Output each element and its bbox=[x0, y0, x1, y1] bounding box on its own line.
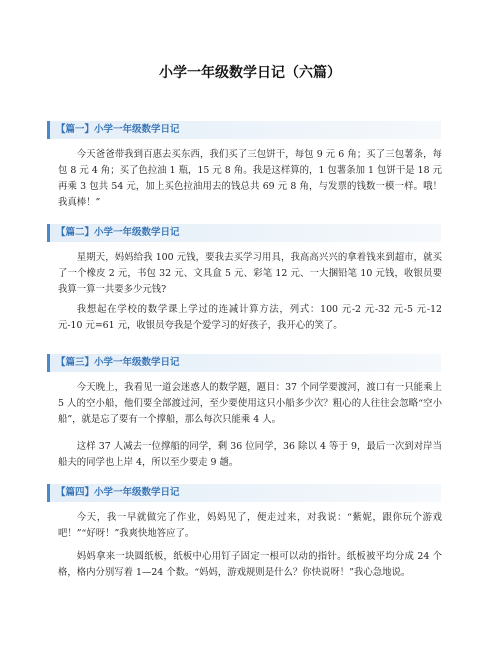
section-1-paragraph-1: 今天爸爸带我到百惠去买东西，我们买了三包饼干，每包 9 元 6 角；买了三包薯条，每包 8 元 4 角；买了色拉油 1 瓶，15 元 8 角。我是这样算的，1 包薯条加 1 包饼干是 18 元再乘 3 包共 54 元，加上买色拉油用去的钱总共 69 元 8 角，与发票的钱数一模一样。哦！我真棒！” bbox=[58, 149, 442, 208]
section-header-2: 【篇二】小学一年级数学日记 bbox=[47, 224, 441, 242]
section-4-paragraph-1: 今天，我一早就做完了作业，妈妈见了，便走过来，对我说：“紫妮，跟你玩个游戏吧！”“好呀！”我爽快地答应了。 bbox=[58, 512, 442, 539]
section-3-paragraph-2: 这样 37 人减去一位撑船的同学，剩 36 位同学，36 除以 4 等于 9，最后一次到对岸当船夫的同学也上岸 4，所以至少要走 9 趟。 bbox=[58, 441, 442, 468]
section-header-4: 【篇四】小学一年级数学日记 bbox=[47, 484, 441, 502]
document-title: 小学一年级数学日记（六篇） bbox=[159, 65, 341, 81]
section-2-paragraph-1: 星期天，妈妈给我 100 元钱，要我去买学习用具，我高高兴兴的拿着钱来到超市，就买了一个橡皮 2 元，书包 32 元、文具盒 5 元、彩笔 12 元、一大捆铅笔 10 元钱，收银员要我算一算一共要多少元钱? bbox=[58, 252, 442, 295]
section-header-3: 【篇三】小学一年级数学日记 bbox=[47, 354, 441, 372]
section-header-1: 【篇一】小学一年级数学日记 bbox=[47, 121, 441, 139]
section-2-paragraph-2: 我想起在学校的数学课上学过的连减计算方法，列式：100 元-2 元-32 元-5 元-12 元-10 元=61 元，收银员夸我是个爱学习的好孩子，我开心的笑了。 bbox=[58, 304, 442, 331]
section-3-paragraph-1: 今天晚上，我看见一道会迷惑人的数学题，题目：37 个同学要渡河，渡口有一只能乘上 5 人的空小船，他们要全部渡过河，至少要使用这只小船多少次？粗心的人往往会忽略“空小船”，就是忘了要有一个撑船，那么每次只能乘 4 人。 bbox=[58, 382, 442, 425]
section-4-paragraph-2: 妈妈拿来一块圆纸板，纸板中心用钉子固定一根可以动的指针。纸板被平均分成 24 个格，格内分别写着 1—24 个数。“妈妈，游戏规则是什么？你快说呀！”我心急地说。 bbox=[58, 551, 442, 578]
